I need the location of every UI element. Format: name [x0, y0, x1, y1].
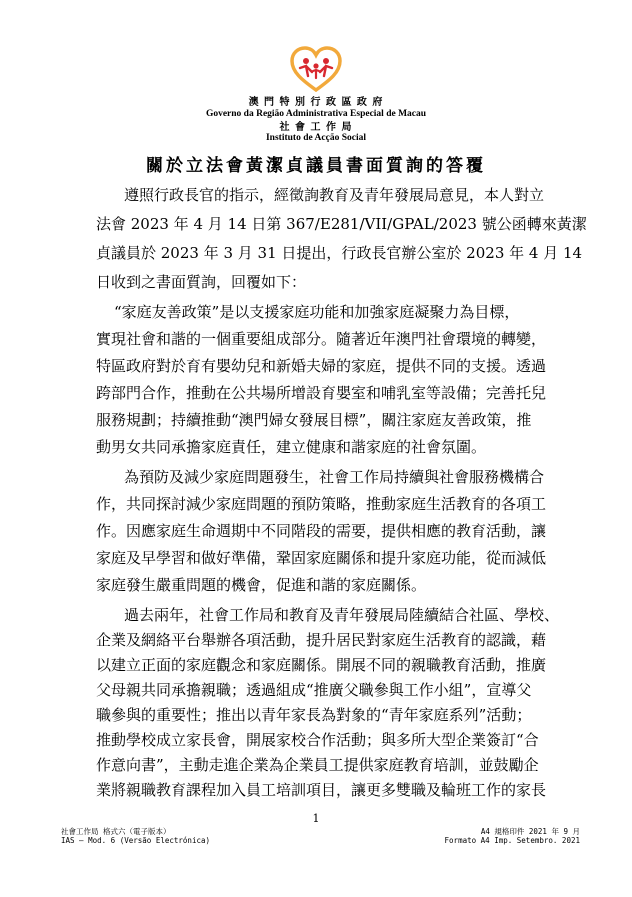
header-bureau-pt: Instituto de Acção Social	[265, 133, 366, 143]
paragraph-line: 家庭發生嚴重問題的機會，促進和諧的家庭關係。	[96, 576, 427, 594]
paragraph-line: 作。因應家庭生命週期中不同階段的需要，提供相應的教育活動，讓	[96, 522, 547, 540]
paragraph-line: 推動學校成立家長會，開展家校合作活動；與多所大型企業簽訂“合	[96, 731, 539, 749]
ias-heart-logo	[288, 46, 344, 92]
paragraph-line: 為預防及減少家庭問題發生，社會工作局持續與社會服務機構合	[124, 468, 545, 486]
paragraph-line: 服務規劃；持續推動“澳門婦女發展目標”，關注家庭友善政策，推	[96, 411, 532, 429]
header-government-zh: 澳 門 特 別 行 政 區 政 府	[248, 97, 384, 108]
paragraph-line: 作，共同探討減少家庭問題的預防策略，推動家庭生活教育的各項工	[96, 495, 547, 513]
paragraph-line: 作意向書”，主動走進企業為企業員工提供家庭教育培訓，並鼓勵企	[96, 756, 539, 774]
footer-print-zh: A4 規格印件 2021 年 9 月	[480, 827, 580, 836]
paragraph-line: 過去兩年，社會工作局和教育及青年發展局陸續結合社區、學校、	[124, 606, 560, 624]
paragraph-line: 企業及網絡平台舉辦各項活動，提升居民對家庭生活教育的認識，藉	[96, 631, 547, 649]
paragraph-line: 業將親職教育課程加入員工培訓項目，讓更多雙職及輪班工作的家長	[96, 781, 547, 799]
paragraph-line: 跨部門合作，推動在公共場所增設育嬰室和哺乳室等設備；完善托兒	[96, 384, 547, 402]
header-government-pt: Governo da Região Administrativa Especial de Macau	[205, 109, 427, 119]
paragraph-line: “家庭友善政策”是以支援家庭功能和加強家庭凝聚力為目標，	[114, 303, 520, 321]
paragraph-line: 貞議員於 2023 年 3 月 31 日提出，行政長官辦公室於 2023 年 4 月 14	[96, 244, 583, 262]
paragraph-line: 特區政府對於育有嬰幼兒和新婚夫婦的家庭，提供不同的支援。透過	[96, 357, 547, 375]
footer-form-zh: 社會工作局 格式六（電子版本）	[61, 827, 171, 836]
paragraph-line: 法會 2023 年 4 月 14 日第 367/E281/VII/GPAL/2023 號公函轉來黃潔	[96, 215, 587, 233]
document-title: 關於立法會黃潔貞議員書面質詢的答覆	[146, 156, 486, 176]
footer-form-pt: IAS – Mod. 6 (Versão Electrónica)	[61, 836, 211, 845]
paragraph-line: 日收到之書面質詢，回覆如下：	[96, 273, 307, 291]
paragraph-line: 以建立正面的家庭觀念和家庭關係。開展不同的親職教育活動，推廣	[96, 656, 547, 674]
page-number: 1	[312, 812, 320, 825]
paragraph-line: 遵照行政長官的指示，經徵詢教育及青年發展局意見，本人對立	[124, 186, 545, 204]
footer-print-pt: Formato A4 Imp. Setembro. 2021	[444, 836, 580, 845]
paragraph-line: 父母親共同承擔親職；透過組成“推廣父職參與工作小組”，宣導父	[96, 681, 532, 699]
paragraph-line: 職參與的重要性；推出以青年家長為對象的“青年家庭系列”活動；	[96, 706, 532, 724]
paragraph-line: 實現社會和諧的一個重要組成部分。隨著近年澳門社會環境的轉變，	[96, 330, 547, 348]
paragraph-line: 動男女共同承擔家庭責任，建立健康和諧家庭的社會氛圍。	[96, 438, 487, 456]
paragraph-line: 家庭及早學習和做好準備，鞏固家庭關係和提升家庭功能，從而減低	[96, 549, 547, 567]
header-bureau-zh: 社 會 工 作 局	[279, 122, 353, 133]
